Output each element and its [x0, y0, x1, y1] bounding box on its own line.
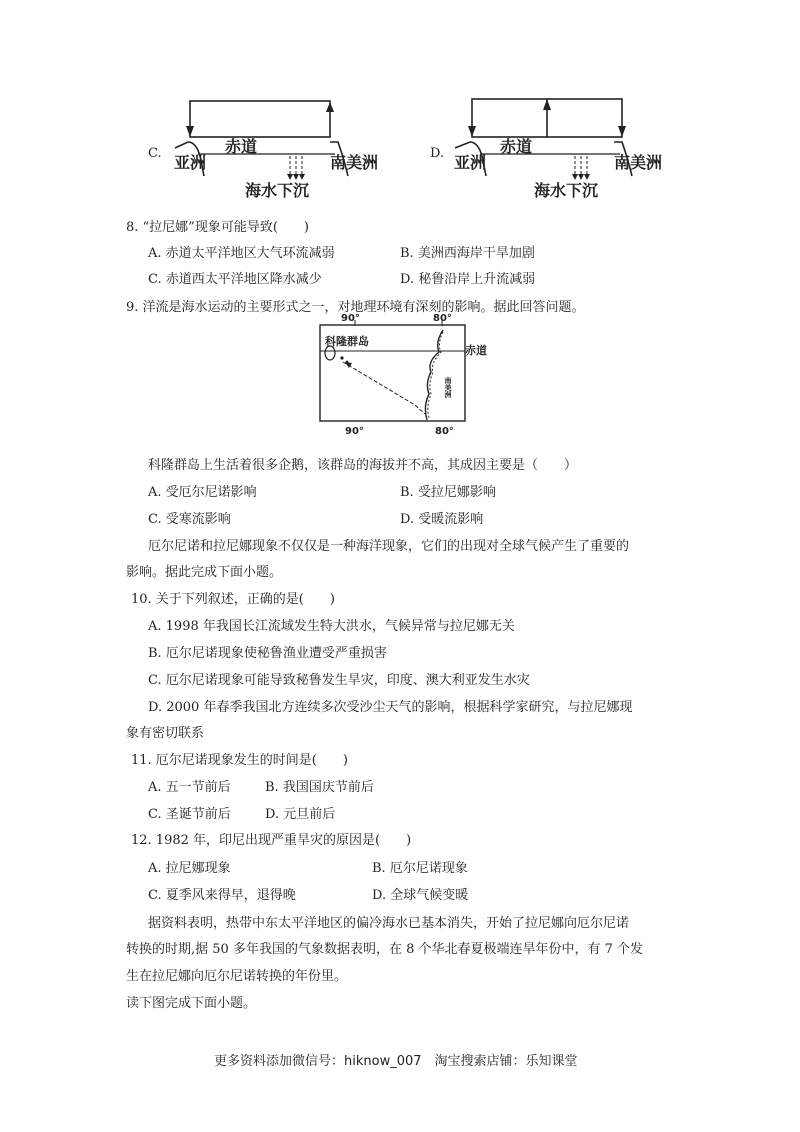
passage-line-2: 转换的时期,据 50 多年我国的气象数据表明，在 8 个华北春夏极端连旱年份中，有 7 个发	[126, 942, 644, 957]
q9-option-d[interactable]: D. 受暖流影响	[400, 512, 484, 527]
q10-option-d-line-1[interactable]: D. 2000 年春季我国北方连续多次受沙尘天气的影响，根据科学家研究，与拉尼娜现	[148, 700, 633, 715]
south-america-label-d: 南美洲	[614, 153, 663, 172]
equator-label-c: 赤道	[225, 137, 258, 156]
q9-question: 科隆群岛上生活着很多企鹅，该群岛的海拔并不高，其成因主要是（ ）	[148, 458, 578, 473]
q10-stem: 10. 关于下列叙述，正确的是( )	[131, 592, 335, 607]
intro-paragraph-line-2: 影响。据此完成下面小题。	[126, 565, 283, 580]
galapagos-label: 科隆群岛	[325, 335, 369, 348]
sinking-label-d: 海水下沉	[534, 181, 599, 200]
galapagos-current-map	[315, 310, 515, 440]
asia-label-c: 亚洲	[174, 153, 207, 172]
q12-option-c[interactable]: C. 夏季风来得早，退得晚	[148, 888, 296, 903]
south-america-label-map: 南美洲	[444, 377, 452, 398]
q11-stem: 11. 厄尔尼诺现象发生的时间是( )	[131, 753, 348, 768]
lon-label-80-top: 80°	[433, 313, 452, 324]
passage-line-3: 生在拉尼娜向厄尔尼诺转换的年份里。	[126, 969, 348, 984]
south-america-label-c: 南美洲	[330, 153, 379, 172]
asia-label-d: 亚洲	[454, 153, 487, 172]
q10-option-a[interactable]: A. 1998 年我国长江流域发生特大洪水，气候异常与拉尼娜无关	[148, 619, 515, 634]
q8-option-a[interactable]: A. 赤道太平洋地区大气环流减弱	[148, 246, 335, 261]
sinking-label-c: 海水下沉	[245, 181, 310, 200]
q9-option-b[interactable]: B. 受拉尼娜影响	[400, 485, 496, 500]
q9-option-a[interactable]: A. 受厄尔尼诺影响	[148, 485, 257, 500]
option-c-letter: C.	[148, 146, 162, 161]
lon-label-80-bottom: 80°	[435, 426, 454, 437]
q8-option-c[interactable]: C. 赤道西太平洋地区降水减少	[148, 272, 322, 287]
walker-circulation-diagram-d	[450, 94, 675, 202]
q9-option-c[interactable]: C. 受寒流影响	[148, 512, 231, 527]
q12-option-a[interactable]: A. 拉尼娜现象	[148, 861, 231, 876]
q11-option-c[interactable]: C. 圣诞节前后	[148, 807, 231, 822]
q10-option-d-line-2: 象有密切联系	[126, 726, 205, 741]
q11-option-a[interactable]: A. 五一节前后	[148, 780, 231, 795]
q9-stem: 9. 洋流是海水运动的主要形式之一，对地理环境有深刻的影响。据此回答问题。	[126, 300, 585, 315]
lon-label-90-bottom: 90°	[345, 426, 364, 437]
q12-option-b[interactable]: B. 厄尔尼诺现象	[372, 861, 468, 876]
footer-contact: 更多资料添加微信号：hiknow_007 淘宝搜索店铺：乐知课堂	[214, 1054, 578, 1069]
option-d-letter: D.	[430, 146, 445, 161]
q8-option-d[interactable]: D. 秘鲁沿岸上升流减弱	[400, 272, 536, 287]
equator-label-map: 赤道	[465, 344, 487, 357]
q10-option-c[interactable]: C. 厄尔尼诺现象可能导致秘鲁发生旱灾，印度、澳大利亚发生水灾	[148, 673, 530, 688]
q12-stem: 12. 1982 年，印尼出现严重旱灾的原因是( )	[131, 833, 412, 848]
equator-label-d: 赤道	[500, 137, 533, 156]
passage-line-1: 据资料表明，热带中东太平洋地区的偏冷海水已基本消失，开始了拉尼娜向厄尔尼诺	[148, 916, 630, 931]
q12-option-d[interactable]: D. 全球气候变暖	[372, 888, 469, 903]
walker-circulation-diagram-c	[170, 96, 385, 201]
intro-paragraph-line-1: 厄尔尼诺和拉尼娜现象不仅仅是一种海洋现象，它们的出现对全球气候产生了重要的	[148, 539, 630, 554]
lon-label-90-top: 90°	[341, 313, 360, 324]
q8-option-b[interactable]: B. 美洲西海岸干旱加剧	[400, 246, 535, 261]
q8-stem: 8. “拉尼娜”现象可能导致( )	[126, 220, 309, 235]
q11-option-b[interactable]: B. 我国国庆节前后	[265, 780, 374, 795]
passage-line-4: 读下图完成下面小题。	[126, 996, 257, 1011]
q11-option-d[interactable]: D. 元旦前后	[265, 807, 336, 822]
q10-option-b[interactable]: B. 厄尔尼诺现象使秘鲁渔业遭受严重损害	[148, 646, 387, 661]
